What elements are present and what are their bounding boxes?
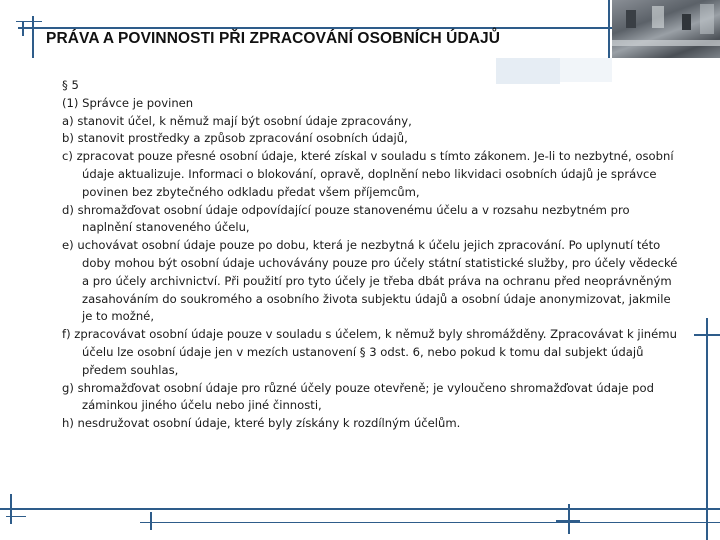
frame-line-right-lower	[706, 318, 708, 540]
frame-tick-bottom-right	[568, 504, 570, 534]
header-photo	[612, 0, 720, 58]
frame-line-bottom	[0, 508, 720, 510]
frame-line-left	[32, 16, 34, 58]
page-title: PRÁVA A POVINNOSTI PŘI ZPRACOVÁNÍ OSOBNÍCH ÚDAJŮ	[46, 30, 501, 47]
frame-tick-right	[694, 334, 720, 336]
list-item-f: f) zpracovávat osobní údaje pouze v souladu s účelem, k němuž byly shromážděny. Zpracovávat k jinému účelu lze osobní údaje jen v mezích ustanovení § 3 odst. 6, nebo pokud k tomu dal subjekt údajů předem souhlas,	[62, 327, 677, 377]
section-number: § 5	[62, 78, 79, 92]
frame-tick-bottom-left-h	[6, 516, 26, 517]
frame-line-bottom-2	[140, 522, 720, 523]
document-body	[62, 77, 678, 433]
intro-paragraph: (1) Správce je povinen	[62, 95, 194, 110]
frame-line-top	[18, 27, 612, 29]
list-item-d: d) shromažďovat osobní údaje odpovídající pouze stanovenému účelu a v rozsahu nezbytném pro naplnění stanoveného účelu,	[62, 202, 630, 235]
frame-tick-bottom-left	[10, 494, 12, 524]
list-item-b: b) stanovit prostředky a způsob zpracování osobních údajů,	[62, 131, 408, 146]
frame-tick-bottom-mid	[150, 512, 152, 530]
frame-tick-top-left	[16, 21, 42, 22]
list-item-g: g) shromažďovat osobní údaje pro různé účely pouze otevřeně; je vyloučeno shromažďovat údaje pod záminkou jiného účelu nebo jiné činnosti,	[62, 380, 654, 413]
list-item-e: e) uchovávat osobní údaje pouze po dobu, která je nezbytná k účelu jejich zpracování. Po uplynutí této doby mohou být osobní údaje uchovávány pouze pro účely státní statistické služby, pro účely vědecké a pro účely archivnictví. Při použití pro tyto účely je třeba dbát práva na ochranu před neoprávněným zasahováním do soukromého a osobního života subjektu údajů a osobní údaje anonymizovat, jakmile je to možné,	[62, 238, 678, 324]
frame-line-right	[608, 0, 610, 60]
frame-tick-bottom-right-h	[556, 520, 580, 522]
list-item-h: h) nesdružovat osobní údaje, které byly získány k rozdílným účelům.	[62, 416, 461, 431]
list-item-c: c) zpracovat pouze přesné osobní údaje, které získal v souladu s tímto zákonem. Je-li to nezbytné, osobní údaje aktualizuje. Informaci o blokování, opravě, doplnění nebo likvidaci osobních údajů je správce povinen bez zbytečného odkladu předat všem příjemcům,	[62, 149, 674, 199]
list-item-a: a) stanovit účel, k němuž mají být osobní údaje zpracovány,	[62, 113, 412, 128]
frame-tick-left-top	[22, 22, 24, 36]
